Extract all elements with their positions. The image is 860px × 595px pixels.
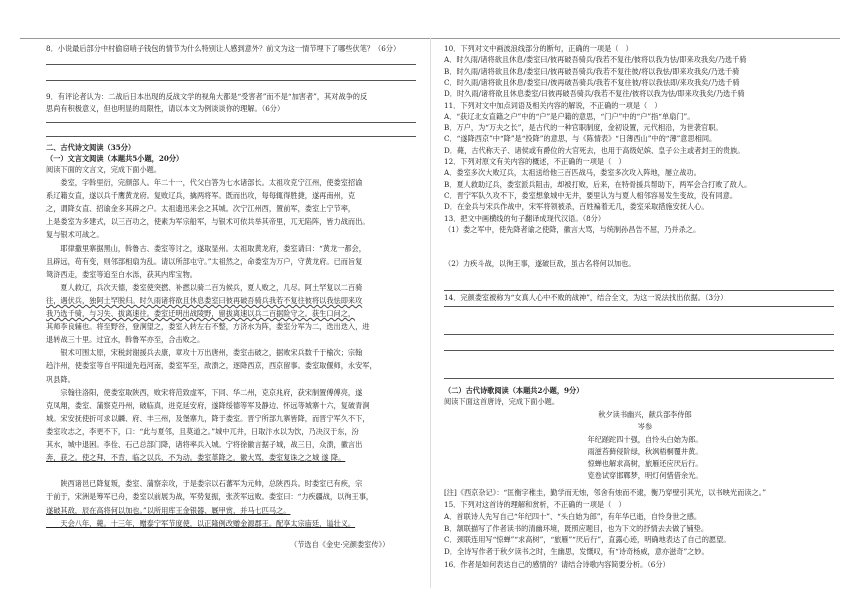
poem-line: 览卷试穿邯鄲梦，明灯何惜借余光。 [587,471,703,480]
answer-line [444,306,834,307]
question-line: （2）力疾斗战，以徇王事，遂破巨敌，虽古名将何以加也。 [444,258,636,268]
passage-line: 上是娄室为多建式，以三百功之，使素为军宗船军，与银术可依共举其帝里，兀无陷阵，皆力战而出。 [46,217,370,227]
question-line: C．晋宁军队久攻不下，娄室想象城中无井，要里认为与夏人相邻容易发生变故，没有同意。 [444,190,738,200]
question-line: D．时久雨/诸将欲且休息娄室/曰彼再破吾骑兵/我若不复往/彼将以我为怯/即来攻我矣/乃选千骑 [444,89,745,99]
question-line: B．时久雨/诸将欲且休息/娄室曰/彼再破吾骑兵/我若不复往彼/将以我怯/即来攻我矣/乃选千骑 [444,66,740,76]
question-line: 11．下列对文中加点词语及相关内容的解说，不正确的一项是（ ） [444,100,662,110]
question-line: A．“获辽北女直籍之户”中的“户”是户籍的意思，“门户”中的“户”指“单扇门”。 [444,111,695,121]
passage-line: 趋汴州，使娄室等自平阳道先趋河南，娄室军至，敌溃之，逐降西京，西京留事。娄室取偃师，永安军， [46,361,377,371]
answer-line [46,136,416,137]
answer-line [444,350,834,351]
option-line: D．全诗写作者于秋夕读书之时，生幽思，发慨叹，有“诗奇杨威，意亦滋奇”之妙。 [444,546,709,556]
passage-source: （节选自《金史·完颜娄室传》） [290,540,390,549]
question-line: D．在金兵与宋兵作战中，宋军将领被杀，百姓褊着无几，娄室采取措施安抚人心。 [444,202,709,212]
poem-line: 年纪蹉跎四十强，自怜头白始为郎。 [587,435,703,444]
reading-instruction: 阅读下面的文言文，完成下面小题。 [46,165,162,174]
answer-line [46,80,416,81]
passage-line: 其水，城中退困。李佺、石己总部门降，诸将率兵入城。宁将徐徽言据子城，战三日，众溃，徽言出 [46,440,363,449]
question-line: A．娄室多次大败辽兵，太祖送给他三百匹战马，娄室多次攻入阵地，屡立战功。 [444,168,701,178]
question-line: C．“遂降西京”中“降”是“投降”的意思，与《陈情表》“日薄西山”中的“薄”意思相同。 [444,134,717,144]
passage-line: 银术可围太原，宋税封谢援兵去康，章攻十万出唐州，娄室击破之，据败宋兵数千于榆次；宗翰 [46,348,363,358]
question-line: （1）娄之军中，使先降者谕之使降，徽言大骂，与统制孙昌告不屈，乃并杀之。 [444,224,701,234]
passage-line: 巩县降。 [46,374,75,384]
question-line: A．时久雨/诸将欲且休息/娄室曰/彼再破吾骑兵/我若不复往/彼将以我为怯/即来攻我矣/乃选千骑 [444,55,747,65]
passage-line: 且辟远，苟有变，则邻部相扇为乱。请以所部屯守。”太祖然之，命娄室为万户，守黄龙府。已而旨复 [46,256,363,266]
option-line: B．颔联描写了作者读书的清幽环境，既照应题目，也为下文的抒情去去做了铺垫。 [444,523,709,533]
question-line: 10．下列对文中画波浪线部分的断句，正确的一项是（ ） [444,44,633,53]
answer-line [444,334,834,335]
section-heading: 二、古代诗文阅读（35分） [46,143,136,152]
passage-line: 复与银术可战之。 [46,230,104,240]
answer-line [444,290,834,291]
question-line: 14．完颜娄室被称为“女真人心中不败的战神”，结合全文，为这一说法找出依据。（3分） [444,292,728,302]
passage-line: 其师李良辅也。将至野谷，登涧望之，娄室入转左右不整，方济水为阵，娄室分军为二，迭出迭入，进 [46,322,370,332]
question-15: 15．下列对这首诗的理解和赏析，不正确的一项是（ ） [444,500,626,509]
passage-line: 娄室攻志之，李更不下，口：“此与夏邻，且莫道之。”城中兀井，日取汴水以为饮，乃决汉于东，汾 [46,426,359,436]
option-line: A．首联诗人先写自己“年纪四十”、“头白始为郎”，有年华已逝，自怜身世之感。 [444,512,702,521]
question-8: 8．小说最后部分中村偷窃哨子钱包的情节为什么特别让人感到意外？前文为这一情节埋下了哪些伏笔？（6分） [46,44,401,53]
passage-line: 鸳浒西走，娄室等追至白水泺，获其内库宝物。 [46,269,197,279]
passage-line: 宗翰往洛阳，使娄室取陕西，败宋将范致虚军，下同、华二州，克京兆府，获宋制置傅傅亮，遂 [46,387,363,397]
question-line: 12．下列对原文有关内容的概述，不正确的一项是（ ） [444,157,626,166]
question-line: 13．把文中画横线的句子翻译成现代汉语。（8分） [444,213,606,223]
question-line: B．夏人救助辽兵，娄室派兵阻击，却被打败，后来，在特骨援兵帮助下，两军会合打败了敌人。 [444,179,752,189]
passage-line: 遂破其敌，辰在高将何以加也。”以所用库王金银器、厩甲赏，并马七匹马之。 [46,505,291,515]
poem-note: [注]《西京杂记》：“匡衡字稚圭，勤学而无烛，邻舍有烛而不逮，衡乃穿壁引其光，以书映光而读之。” [444,488,767,497]
subsection-heading-poetry: （二）古代诗歌阅读（本题共2小题，9分） [444,386,584,395]
answer-line [444,378,834,379]
poem-author: 岑参 [637,422,653,431]
question-line: C．时久雨/诸将欲且休息/娄室曰/彼再破吾骑兵/我若不复往彼/将以我怯即/来攻我矣/乃选千骑 [444,77,740,87]
option-line: C．颈联连用写“惊蝉”“求高树”，“旅雁”“厌后行”，直露心迹，明确地表达了自己的愿望。 [444,535,731,544]
passage-line: 耶律撒里寨据黑山，斡鲁古、娄室等讨之，遂取显州。太祖取黄龙府，娄室请曰：“黄龙一都会， [46,243,366,253]
passage-line: 陕西诸邑已降复叛，娄室、蒲察亲攻，于是娄宗以石蕃军为元帅，总陕西兵。时娄室已有疾，宗 [46,479,363,489]
column-divider [430,38,431,588]
subsection-heading: （一）文言文阅读（本题共5小题，20分） [46,154,184,163]
passage-line: 城。宋安抚使折可求以麟、府、丰三州，及堡寨九，降于娄室。晋宁所部九寨皆降，而晋宁军久不下， [46,413,370,423]
question-16: 16．作者是如何表达自己的感情的？请结合诗歌内容简要分析。（6分） [444,560,670,569]
poem-line: 惊蝉也解求高树，旅雁还应厌后行。 [587,459,703,468]
passage-line: 退转战三十里。过宜水，斡鲁军亦至，合击败之。 [46,335,205,345]
question-line: B．万户，为“万夫之长”，是古代的一种官职制度，金初设置，元代相沿，为世袭官职。 [444,123,723,133]
passage-line: 于前于，宋洲是筹军已舟，娄室以前展为战，军势复振，张茨军远败。娄室曰：“力疾疆战，以徇王事， [46,492,374,502]
passage-line: 之，谓降女直、招谕金多其辟之户。太祖遗迅来会之其城。次宁江州西，置前军，娄室上宁节率， [46,204,356,214]
passage-line: 克凤翔，娄室、蒲察克丹州，破临真，进克延安府，遂降绥德等军及静边、怀远等城寨十六，复破青涧 [46,400,370,410]
question-9-line1: 9．有评论者认为：二战后日本出现的反战文学的视角大都是“受害者”而不是“加害者”，其对战争的反 [46,92,368,101]
passage-line: 夏人救辽，兵次天德，娄室使突撚、补撚以骑二百为候兵，夏人败之，几尽。阿土罕复以二百骑 [46,282,363,292]
passage-line: 娄室，字斡里衍，完颜部人。年二十一，代父白答为七水诸部长。太祖攻克宁江州，使娄室招谕 [46,178,363,187]
passage-line: 系辽籍女直，遂以兵千鹰黄龙府。复败辽兵，擒两将军。既而出攻，每每辄得胜捷，遂再南州，克 [46,191,356,201]
passage-line: 往，遇伏兵，独阿土罕脱归。时久雨诸将欲且休息娄室曰彼再破吾骑兵我若不复往彼将以我怯即来攻 [46,295,363,305]
poem-title: 秋夕读书幽兴，献兵部李侍郎 [598,410,692,419]
answer-line [46,122,416,123]
passage-line: 奔，获之。使之拜，不肯，临之以兵，不为动。娄室革降之，徽大骂，娄室复诛之之城 遂 降。 [46,453,346,463]
poem-line: 雨滋苔藓侵阶绿，秋飒梧桐覆井黄。 [587,447,703,456]
poetry-instruction: 阅读下面这首唐诗，完成下面小题。 [444,397,560,406]
question-9-line2: 思尚有积极意义，但也明显的局限性，请以本文为例谈谈你的理解。（6分） [46,104,285,113]
answer-line [46,64,416,65]
question-line: D．薨，古代称天子、诸侯或有爵位的大官死去，也用于高级妃嫔、皇子公主或者封王的贵族。 [444,145,745,155]
passage-line: 天会八年，薨。十三年，赠泰宁军节度使，以正隆例改赠金源郡王。配享太宗庙廷，谥壮义。 [46,518,356,528]
passage-line: 我乃选千骑，与习失、拔离速往。娄室迁明出战陵野，留拔离速以兵二百据险守之。获生口问之， [46,309,356,318]
